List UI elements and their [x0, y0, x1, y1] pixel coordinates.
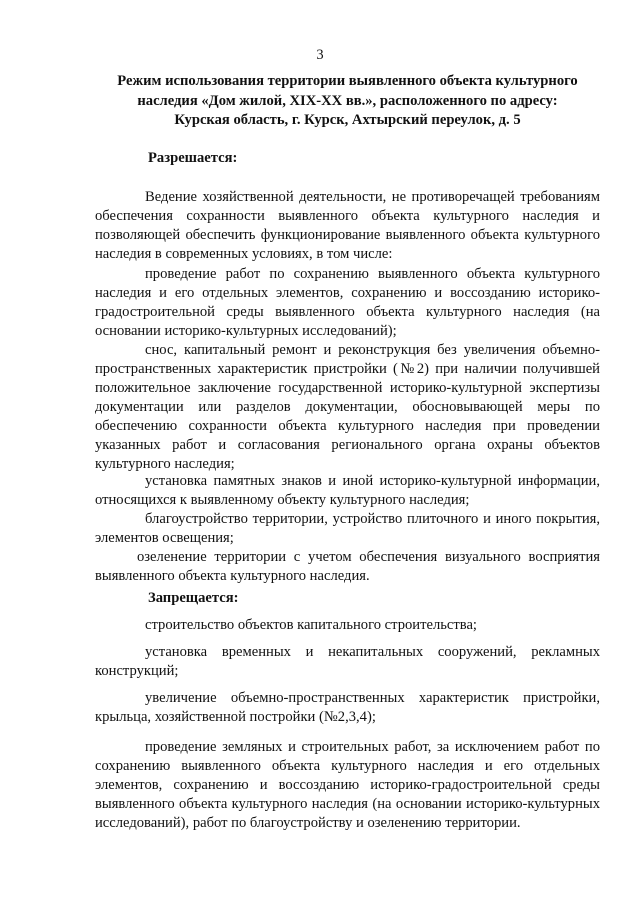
allowed-heading: Разрешается:	[148, 150, 238, 166]
title-line-1: Режим использования территории выявленного объекта культурного	[117, 73, 578, 89]
allowed-paragraph-2: проведение работ по сохранению выявленного объекта культурного наследия и его отдельных элементов, сохранению и воссозданию историко-градостроительной среды выявленного объекта культурного наследия (на основании историко-культурных исследований);	[95, 266, 600, 339]
page-number: 3	[316, 47, 324, 63]
allowed-paragraph-4: установка памятных знаков и иной историко-культурной информации, относящихся к выявленному объекту культурного наследия;	[95, 473, 600, 508]
document-title	[95, 72, 600, 131]
forbidden-heading: Запрещается:	[148, 590, 239, 606]
title-line-3: Курская область, г. Курск, Ахтырский переулок, д. 5	[174, 112, 521, 128]
title-line-2: наследия «Дом жилой, XIX-XX вв.», расположенного по адресу:	[137, 92, 558, 109]
forbidden-paragraph-3: увеличение объемно-пространственных характеристик пристройки, крыльца, хозяйственной постройки (№2,3,4);	[95, 690, 600, 725]
allowed-paragraph-5: благоустройство территории, устройство плиточного и иного покрытия, элементов освещения;	[95, 511, 600, 546]
forbidden-paragraph-2: установка временных и некапитальных сооружений, рекламных конструкций;	[95, 644, 600, 679]
allowed-paragraph-1: Ведение хозяйственной деятельности, не противоречащей требованиям обеспечения сохранности выявленного объекта культурного наследия и позволяющей обеспечить функционирование выявленного объекта культурного наследия в современных условиях, в том числе:	[95, 189, 600, 262]
allowed-paragraph-6: озеленение территории с учетом обеспечения визуального восприятия выявленного объекта культурного наследия.	[95, 549, 600, 584]
allowed-paragraph-3: снос, капитальный ремонт и реконструкция без увеличения объемно-пространственных характеристик пристройки (№2) при наличии получившей положительное заключение государственной историко-культурной экспертизы документации или разделов документации, обосновывающей меры по обеспечению сохранности объекта культурного наследия при проведении указанных работ и согласования регионального органа охраны объектов культурного наследия;	[95, 342, 600, 472]
forbidden-paragraph-1: строительство объектов капитального строительства;	[145, 617, 477, 633]
forbidden-paragraph-4: проведение земляных и строительных работ, за исключением работ по сохранению выявленного объекта культурного наследия и его отдельных элементов, сохранению и воссозданию историко-градостроительной среды выявленного объекта культурного наследия (на основании историко-культурных исследований), работ по благоустройству и озеленению территории.	[95, 739, 600, 831]
